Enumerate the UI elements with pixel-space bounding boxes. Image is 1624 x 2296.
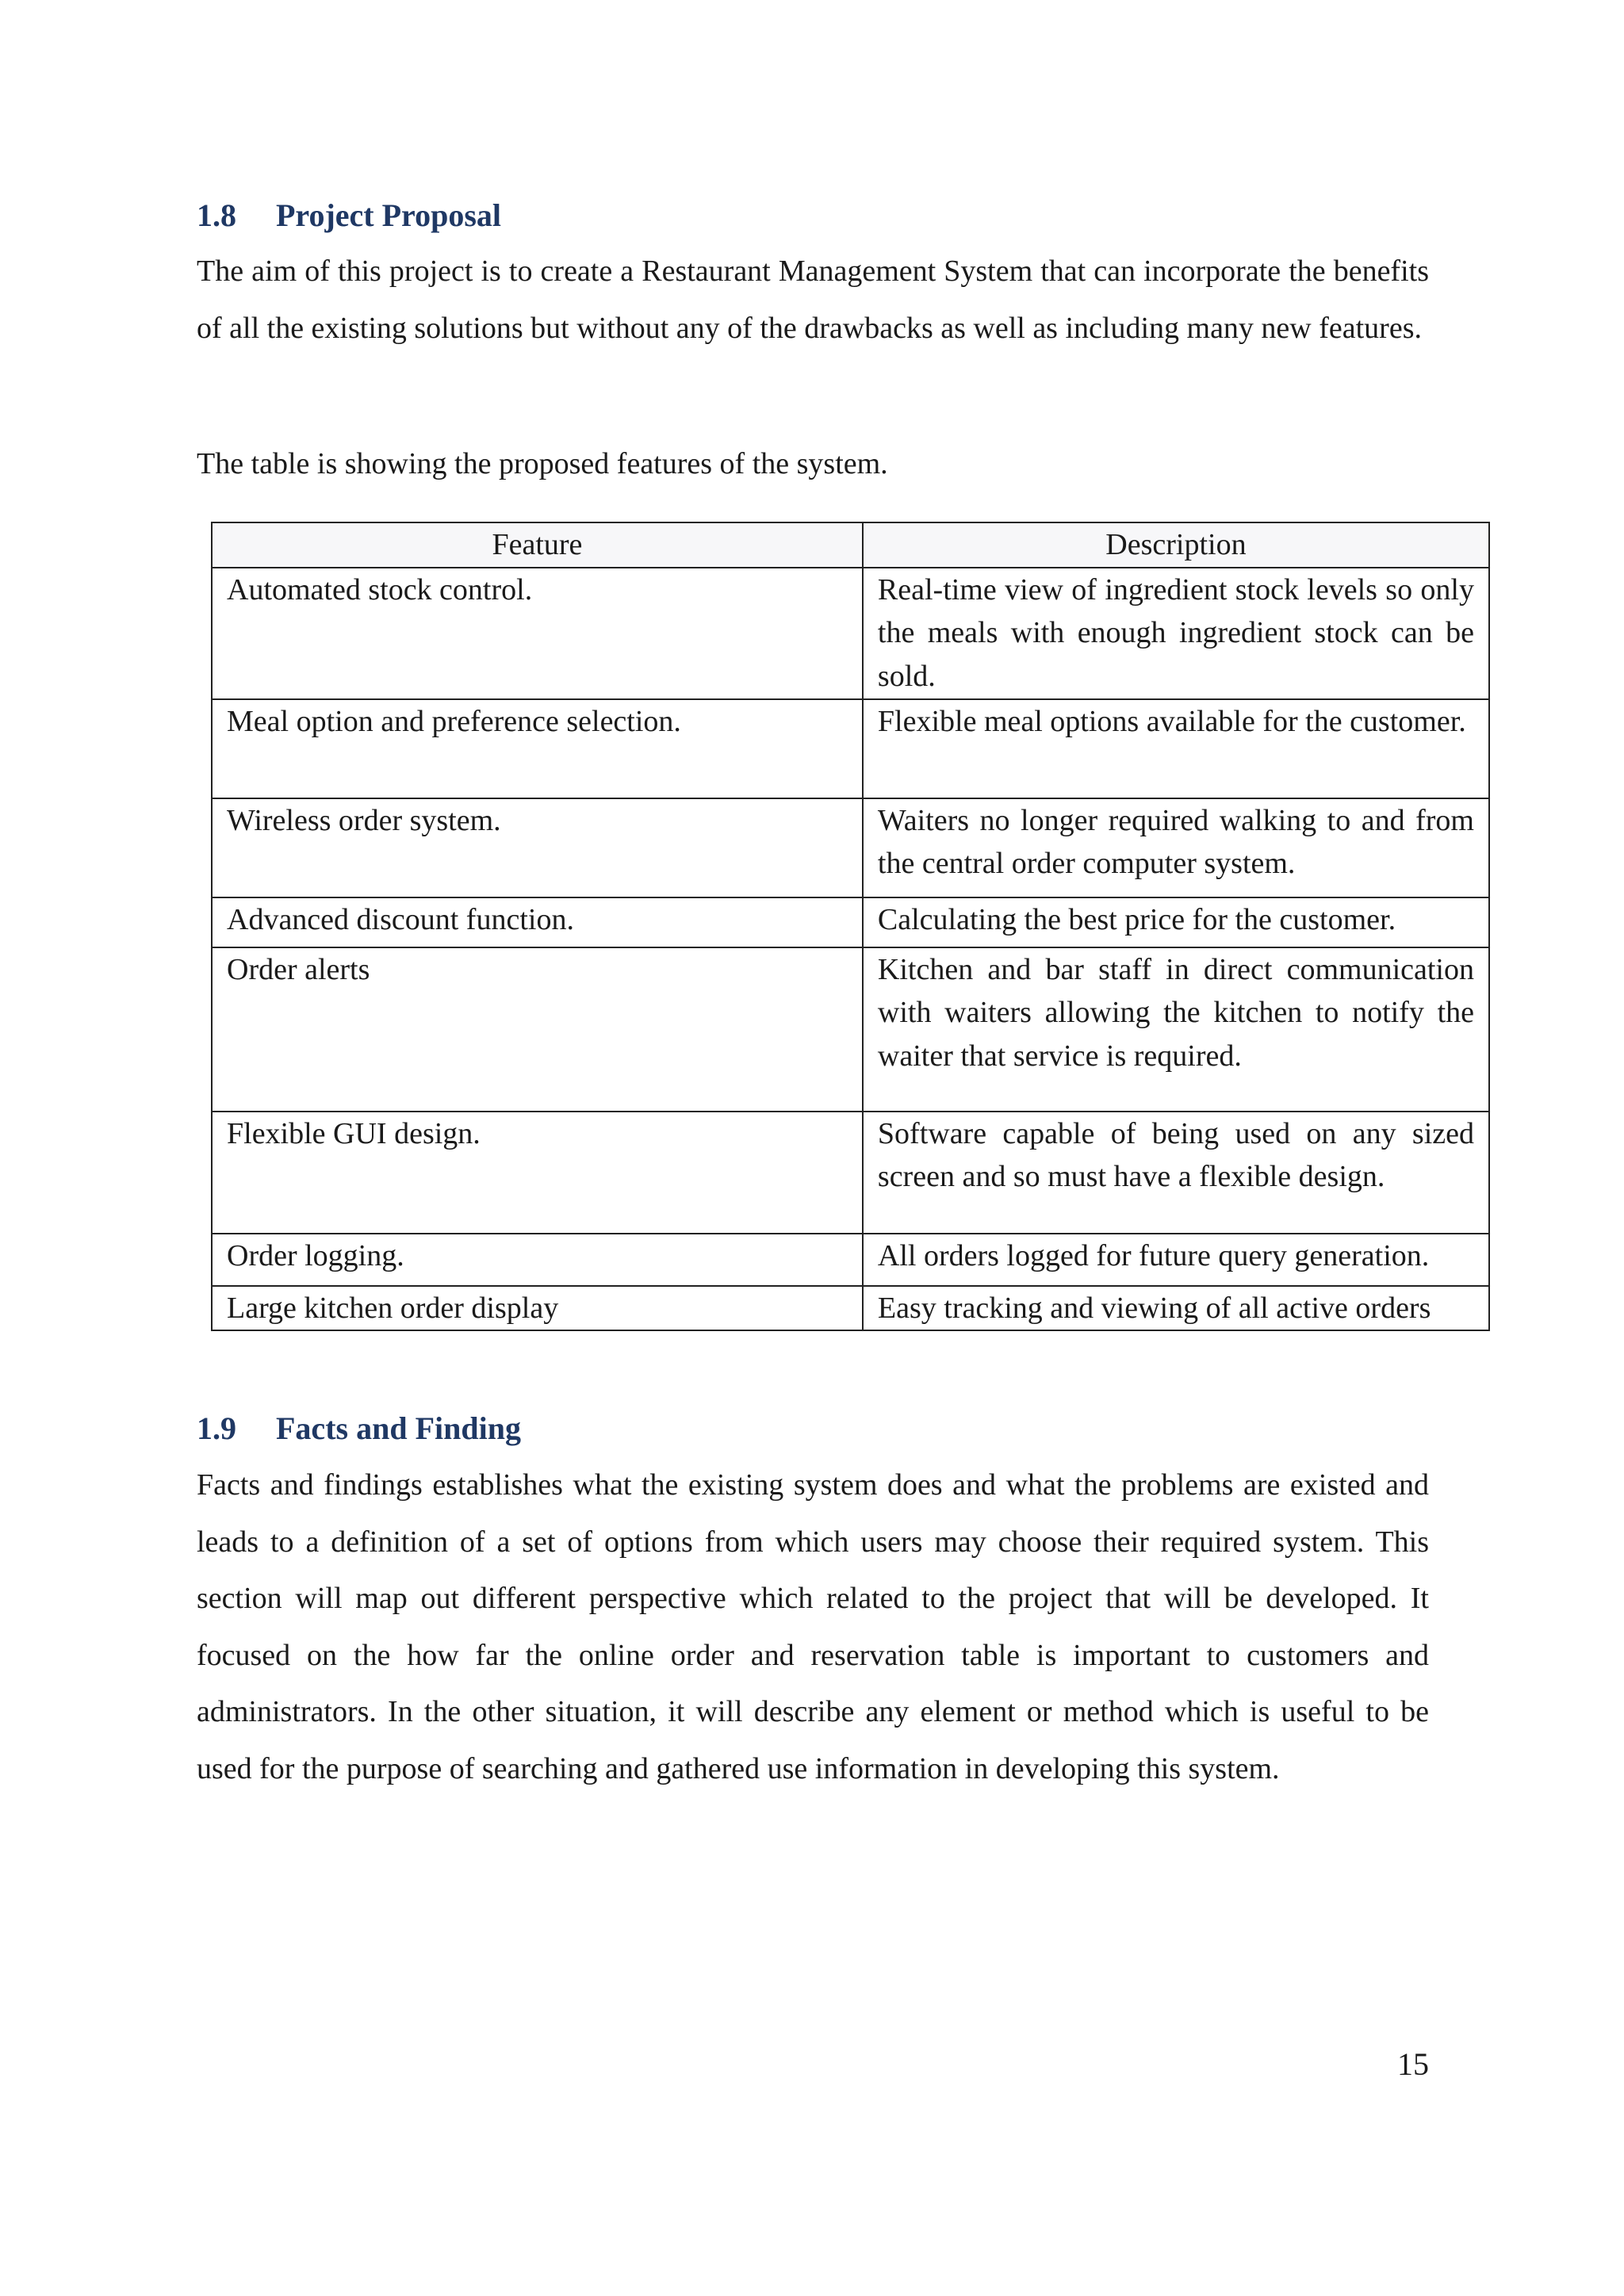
description-cell: Real-time view of ingredient stock levels so only the meals with enough ingredient stock can be sold.	[863, 568, 1489, 699]
table-row	[212, 947, 1489, 1112]
description-cell: Waiters no longer required walking to and from the central order computer system.	[863, 798, 1489, 897]
section-heading-1-9	[197, 1410, 521, 1448]
section-number: 1.8	[197, 197, 236, 233]
section-heading-1-8	[197, 197, 501, 235]
feature-cell: Large kitchen order display	[212, 1286, 863, 1331]
table-header-row	[212, 522, 1489, 568]
section-number: 1.9	[197, 1410, 236, 1446]
table-row	[212, 1234, 1489, 1286]
feature-cell: Automated stock control.	[212, 568, 863, 699]
table-row	[212, 1112, 1489, 1234]
feature-cell: Order alerts	[212, 947, 863, 1112]
page-number: 15	[1397, 2046, 1429, 2082]
section-title: Project Proposal	[276, 197, 502, 233]
features-table	[211, 522, 1490, 1331]
table-intro-paragraph: The table is showing the proposed features of the system.	[197, 447, 888, 480]
header-feature: Feature	[212, 522, 863, 568]
table-row	[212, 1286, 1489, 1331]
description-cell: Calculating the best price for the customer.	[863, 897, 1489, 947]
feature-cell: Order logging.	[212, 1234, 863, 1286]
table-row	[212, 897, 1489, 947]
description-cell: Software capable of being used on any sized screen and so must have a flexible design.	[863, 1112, 1489, 1234]
feature-cell: Meal option and preference selection.	[212, 699, 863, 798]
description-cell: Kitchen and bar staff in direct communication with waiters allowing the kitchen to notify the waiter that service is required.	[863, 947, 1489, 1112]
description-cell: Flexible meal options available for the customer.	[863, 699, 1489, 798]
feature-cell: Advanced discount function.	[212, 897, 863, 947]
table-row	[212, 798, 1489, 897]
table-row	[212, 699, 1489, 798]
table-row	[212, 568, 1489, 699]
header-description: Description	[863, 522, 1489, 568]
facts-paragraph: Facts and findings establishes what the existing system does and what the problems are existed and leads to a definition of a set of options from which users may choose their required system. This section will map out different perspective which related to the project that will be developed. It focused on the how far the online order and reservation table is important to customers and administrators. In the other situation, it will describe any element or method which is useful to be used for the purpose of searching and gathered use information in developing this system.	[197, 1468, 1429, 1785]
description-cell: Easy tracking and viewing of all active orders	[863, 1286, 1489, 1331]
description-cell: All orders logged for future query generation.	[863, 1234, 1489, 1286]
proposal-paragraph: The aim of this project is to create a Restaurant Management System that can incorporate the benefits of all the existing solutions but without any of the drawbacks as well as including many new features.	[197, 254, 1429, 345]
feature-cell: Wireless order system.	[212, 798, 863, 897]
feature-cell: Flexible GUI design.	[212, 1112, 863, 1234]
section-title: Facts and Finding	[276, 1410, 521, 1446]
